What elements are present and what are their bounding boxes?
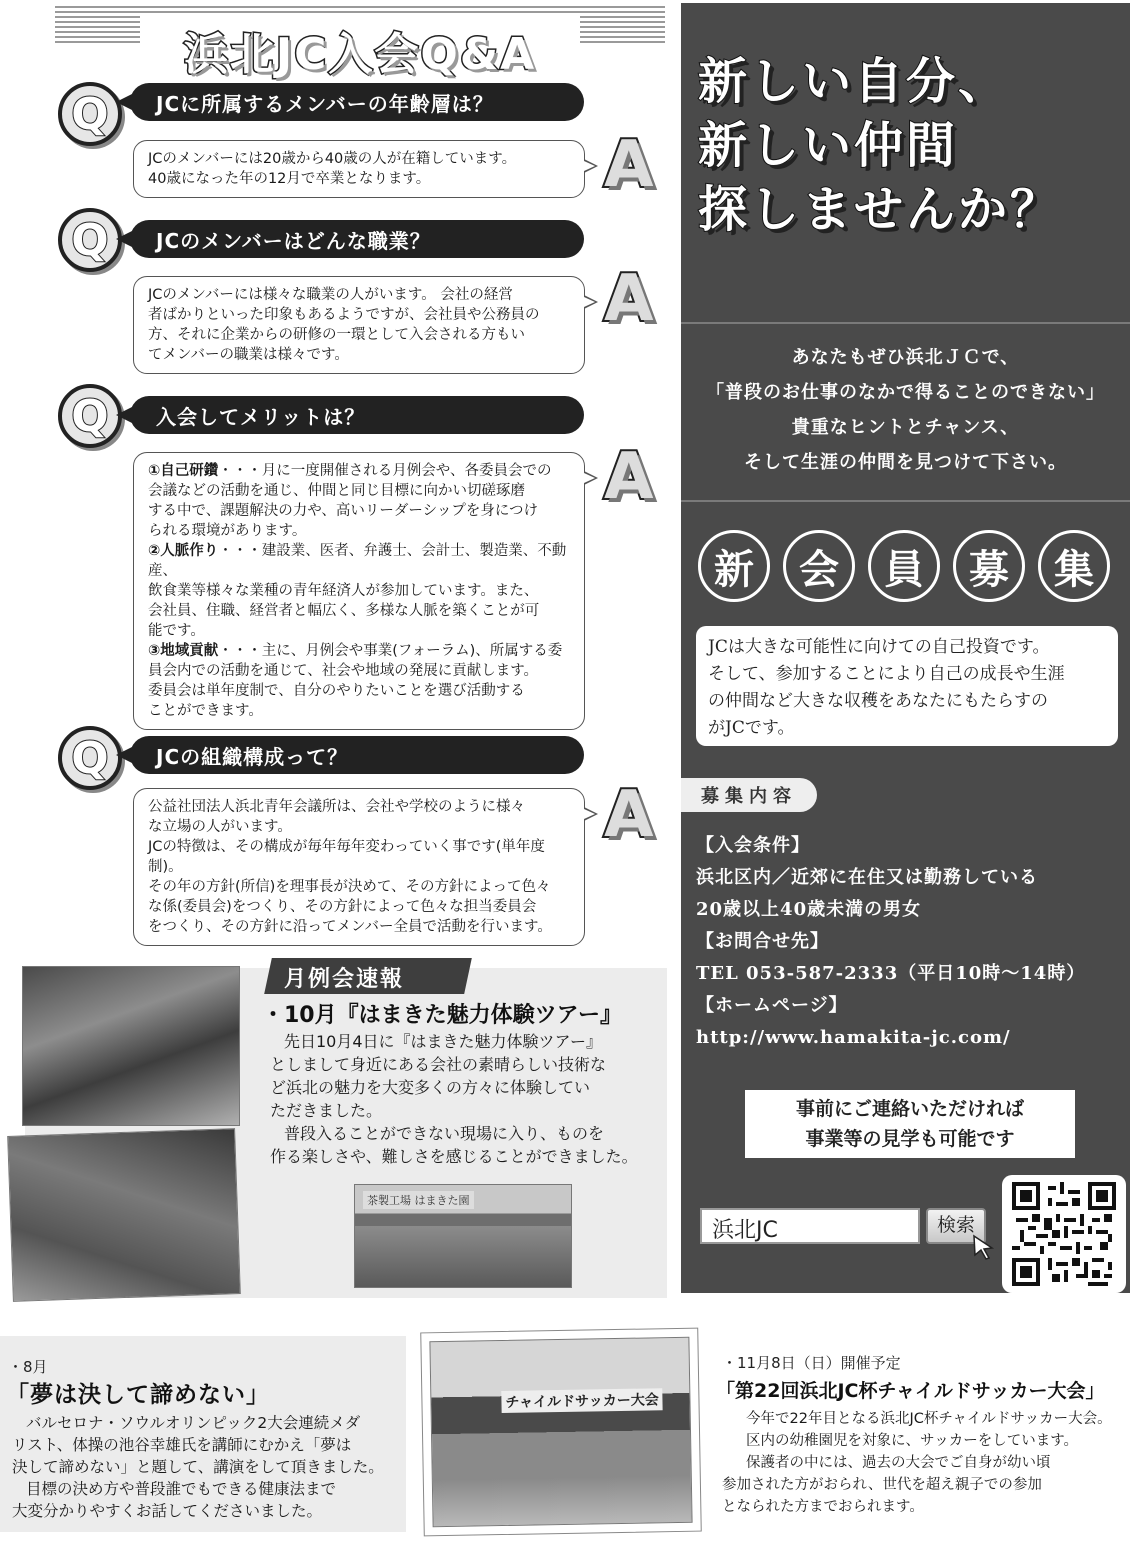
headline-line: 新しい仲間: [698, 117, 959, 174]
divider: [681, 322, 1130, 324]
august-line: 大変分かりやすくお話してくださいました。: [12, 1502, 323, 1520]
pitch-line: 貴重なヒントとチャンス、: [791, 417, 1020, 438]
answer-1: [133, 140, 585, 198]
answer-line: 方、それに企業からの研修の一環として入会される方もい: [148, 327, 525, 343]
answer-line: JCのメンバーには20歳から40歳の人が在籍しています。: [148, 151, 517, 167]
photo-soccer-tournament: [420, 1328, 702, 1537]
answer-text: ・・・主に、月例会や事業(フォーラム)、所属する委: [218, 643, 563, 659]
headline: [698, 50, 1062, 242]
answer-line: 会社員、住職、経営者と幅広く、多様な人脈を築くことが可: [148, 603, 540, 619]
august-tag: ・8月: [8, 1358, 48, 1376]
merit-heading: ②人脈作り: [148, 543, 219, 559]
visit-line: 事前にご連絡いただければ: [795, 1098, 1024, 1120]
answer-line: 委員会は単年度制で、自分のやりたいことを選び活動する: [148, 683, 525, 699]
report-line: 先日10月4日に『はまきた魅力体験ツアー』: [284, 1032, 603, 1051]
a-icon: A: [604, 262, 654, 336]
august-line: バルセロナ・ソウルオリンピック2大会連続メダ: [26, 1414, 361, 1432]
answer-line: [148, 461, 570, 481]
photo-banner-text: チャイルドサッカー大会: [501, 1388, 663, 1413]
headline-line: 新しい自分、: [698, 53, 1011, 110]
pitch-line: そして生涯の仲間を見つけて下さい。: [744, 452, 1067, 473]
photo-sign-text: 茶製工場 はまきた園: [363, 1191, 474, 1209]
november-line: 今年で22年目となる浜北JC杯チャイルドサッカー大会。: [746, 1411, 1112, 1427]
photo-tea-field: [354, 1184, 572, 1288]
conditions-line: 20歳以上40歳未満の男女: [696, 899, 922, 920]
recruit-char: 集: [1038, 530, 1110, 602]
qr-code-icon: [1012, 1182, 1116, 1286]
august-title: 「夢は決して諦めない」: [6, 1382, 270, 1408]
divider: [681, 500, 1130, 502]
november-line: 参加された方がおられ、世代を超え親子での参加: [722, 1477, 1042, 1493]
august-line: リスト、体操の池谷幸雄氏を講師にむかえ「夢は: [12, 1436, 352, 1454]
report-line: ただきました。: [270, 1101, 383, 1120]
answer-line: 員会内での活動を通じて、社会や地域の発展に貢献します。: [148, 663, 539, 679]
answer-line: てメンバーの職業は様々です。: [148, 347, 349, 363]
answer-line: 者ばかりといった印象もあるようですが、会社員や公務員の: [148, 307, 540, 323]
answer-line: [148, 641, 570, 661]
answer-line: をつくり、その方針に沿ってメンバー全員で活動を行います。: [148, 919, 552, 935]
search-input[interactable]: 浜北JC: [700, 1208, 920, 1244]
november-tag: ・11月8日（日）開催予定: [722, 1354, 901, 1372]
recruit-char: 新: [698, 530, 770, 602]
report-title: ・10月『はまきた魅力体験ツアー』: [262, 1003, 622, 1028]
merit-heading: ①自己研鑽: [148, 463, 219, 479]
cursor-arrow-icon: [972, 1234, 996, 1260]
intro-line: がJCです。: [708, 718, 795, 738]
answer-line: JCのメンバーには様々な職業の人がいます。 会社の経営: [148, 287, 513, 303]
question-4: JCの組織構成って？: [130, 736, 584, 774]
answer-line: 能です。: [148, 623, 205, 639]
report-line: ど浜北の魅力を大変多くの方々に体験してい: [270, 1078, 591, 1097]
answer-line: その年の方針(所信)を理事長が決めて、その方針によって色々: [148, 879, 551, 895]
conditions-line: 浜北区内／近郊に在住又は勤務している: [696, 867, 1038, 888]
contact-tel: TEL 053-587-2333（平日10時～14時）: [696, 963, 1086, 984]
pitch-line: あなたもぜひ浜北ＪＣで、: [791, 347, 1020, 368]
august-line: 目標の決め方や普段誰でもできる健康法まで: [26, 1480, 337, 1498]
question-1: JCに所属するメンバーの年齢層は？: [130, 83, 584, 121]
answer-line: な立場の人がいます。: [148, 819, 292, 835]
november-title: 「第22回浜北JC杯チャイルドサッカー大会」: [716, 1380, 1105, 1402]
intro-line: の仲間など大きな収穫をあなたにもたらすの: [708, 691, 1048, 711]
report-body: [270, 1030, 662, 1168]
answer-line: する中で、課題解決の力や、高いリーダーシップを身につけ: [148, 503, 539, 519]
november-body: [722, 1408, 1130, 1518]
q-icon: Q: [58, 82, 122, 146]
photo-tea-factory-tour: [7, 1128, 241, 1302]
search-button[interactable]: 検索: [926, 1208, 986, 1244]
photo-soccer-image: [429, 1337, 692, 1528]
answer-text: ・・・月に一度開催される月例会や、各委員会での: [218, 463, 552, 479]
q-icon: Q: [58, 208, 122, 272]
august-line: 決して諦めない」と題して、講演をして頂きました。: [12, 1458, 384, 1476]
report-badge-label: 月例会速報: [284, 967, 405, 992]
visit-box: [745, 1090, 1075, 1158]
answer-text: ・・・建設業、医者、弁護士、会計士、製造業、不動産、: [148, 543, 567, 579]
pitch-line: 「普段のお仕事のなかで得ることのできない」: [706, 382, 1105, 403]
report-line: としまして身近にある会社の素晴らしい技術な: [270, 1055, 607, 1074]
page-title: 浜北JC入会Q&A: [183, 29, 537, 80]
merit-heading: ③地域貢献: [148, 643, 219, 659]
recruit-details-tab: 募集内容: [681, 778, 817, 812]
recruit-char: 会: [783, 530, 855, 602]
headline-line: 探しませんか？: [698, 181, 1063, 238]
report-line: 作る楽しさや、難しさを感じることができました。: [270, 1147, 638, 1166]
question-2: JCのメンバーはどんな職業？: [130, 220, 584, 258]
intro-line: JCは大きな可能性に向けての自己投資です。: [708, 637, 1050, 657]
intro-line: そして、参加することにより自己の成長や生涯: [708, 664, 1065, 684]
a-icon: A: [604, 128, 654, 202]
answer-line: 飲食業等様々な業種の青年経済人が参加しています。また、: [148, 583, 539, 599]
q-icon: Q: [58, 384, 122, 448]
a-icon: A: [604, 440, 654, 514]
conditions: [696, 830, 1085, 1054]
homepage-link[interactable]: http://www.hamakita-jc.com/: [696, 1027, 1011, 1048]
answer-line: 40歳になった年の12月で卒業となります。: [148, 171, 431, 187]
answer-line: られる環境があります。: [148, 523, 307, 539]
november-line: 区内の幼稚園児を対象に、サッカーをしています。: [746, 1433, 1079, 1449]
answer-line: 会議などの活動を通じ、仲間と同じ目標に向かい切磋琢磨: [148, 483, 525, 499]
report-line: 普段入ることができない現場に入り、ものを: [284, 1124, 605, 1143]
answer-line: ことができます。: [148, 703, 263, 719]
photo-factory-workshop: [22, 966, 240, 1126]
homepage-heading: 【ホームページ】: [696, 995, 848, 1016]
august-body: [12, 1412, 404, 1522]
contact-heading: 【お問合せ先】: [696, 931, 829, 952]
a-icon: A: [604, 778, 654, 852]
conditions-heading: 【入会条件】: [696, 835, 810, 856]
question-3: 入会してメリットは？: [130, 396, 584, 434]
november-line: となられた方までおられます。: [722, 1499, 924, 1515]
answer-3: [133, 452, 585, 730]
visit-line: 事業等の見学も可能です: [805, 1128, 1015, 1150]
november-line: 保護者の中には、過去の大会でご自身が幼い頃: [746, 1455, 1051, 1471]
answer-line: な係(委員会)をつくり、その方針によって色々な担当委員会: [148, 899, 537, 915]
q-icon: Q: [58, 726, 122, 790]
recruit-char: 員: [868, 530, 940, 602]
answer-line: 公益社団法人浜北青年会議所は、会社や学校のように様々: [148, 799, 525, 815]
answer-line: JCの特徴は、その構成が毎年毎年変わっていく事です(単年度制)。: [148, 839, 545, 875]
answer-line: [148, 541, 570, 581]
answer-2: [133, 276, 585, 374]
recruit-char: 募: [953, 530, 1025, 602]
intro-box: [696, 626, 1118, 746]
pitch-text: [681, 340, 1130, 480]
answer-4: [133, 788, 585, 946]
